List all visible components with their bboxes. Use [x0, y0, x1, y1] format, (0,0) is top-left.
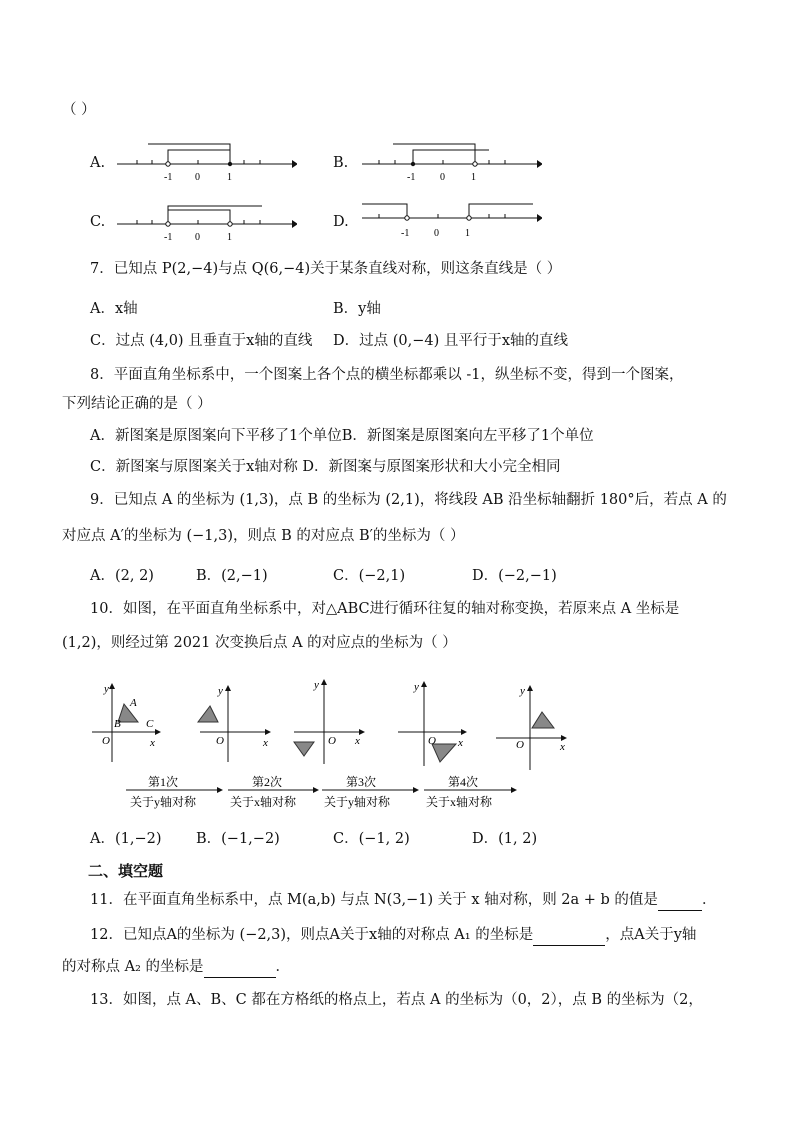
q12-stem: 12．已知点A的坐标为 (−2,3)，则点A关于x轴的对称点 A₁ 的坐标是 — [90, 927, 534, 943]
step-4-top: 第4次 — [448, 775, 479, 789]
step-3-bottom: 关于y轴对称 — [324, 795, 391, 809]
axis-x-label: x — [263, 737, 268, 749]
tick-label: 1 — [471, 172, 476, 183]
panel-step4 — [496, 685, 566, 770]
step-1-top: 第1次 — [148, 775, 179, 789]
q9-option-a[interactable]: A．(2, 2) — [90, 568, 154, 584]
q10-stem-line2: (1,2)，则经过第 2021 次变换后点 A 的对应点的坐标为（ ） — [62, 635, 457, 651]
q9-option-c[interactable]: C．(−2,1) — [333, 568, 406, 584]
q10-option-d[interactable]: D．(1, 2) — [472, 831, 538, 847]
step-4-bottom: 关于x轴对称 — [426, 795, 493, 809]
q13-stem: 13．如图，点 A、B、C 都在方格纸的格点上，若点 A 的坐标为（0，2），点 B 的坐标为（2， — [90, 992, 703, 1008]
panel-step2 — [294, 679, 364, 764]
axis-x-label: x — [560, 741, 565, 753]
panel-step3 — [398, 681, 466, 766]
q12-stem-mid: ，点A关于y轴 — [605, 927, 697, 943]
tick-label: -1 — [164, 172, 173, 183]
q6-option-b-letter[interactable]: B. — [333, 155, 349, 171]
q6-option-d-letter[interactable]: D. — [333, 214, 349, 230]
step-arrows — [126, 774, 516, 809]
tick-label: 0 — [195, 232, 200, 243]
q8-options-cd[interactable]: C．新图案与原图案关于x轴对称 D．新图案与原图案形状和大小完全相同 — [90, 459, 561, 475]
origin-label: O — [328, 735, 336, 747]
q7-option-d[interactable]: D．过点 (0,−4) 且平行于x轴的直线 — [333, 333, 569, 349]
axis-y-label: y — [414, 681, 419, 693]
point-b-label: B — [114, 718, 121, 730]
q10-option-a[interactable]: A．(1,−2) — [90, 831, 162, 847]
tick-label: -1 — [407, 172, 416, 183]
axis-y-label: y — [520, 685, 525, 697]
q7-option-a[interactable]: A．x轴 — [90, 301, 138, 317]
section-fill-in-heading: 二、填空题 — [88, 862, 164, 880]
tick-label: -1 — [401, 228, 410, 239]
q6-option-d-numberline — [357, 196, 542, 244]
q9-stem-line1: 9．已知点 A 的坐标为 (1,3)，点 B 的坐标为 (2,1)，将线段 AB 沿坐标轴翻折 180°后，若点 A 的 — [90, 492, 727, 508]
origin-label: O — [216, 735, 224, 747]
panel-step1 — [198, 685, 270, 762]
q10-option-b[interactable]: B．(−1,−2) — [196, 831, 280, 847]
tick-label: -1 — [164, 232, 173, 243]
q7-option-c[interactable]: C．过点 (4,0) 且垂直于x轴的直线 — [90, 333, 313, 349]
origin-label: O — [516, 739, 524, 751]
point-a-label: A — [130, 697, 137, 709]
axis-x-label: x — [458, 737, 463, 749]
tick-label: 1 — [227, 232, 232, 243]
q11-line — [90, 890, 716, 911]
q6-option-a-letter[interactable]: A. — [90, 155, 106, 171]
q8-stem-line2: 下列结论正确的是（ ） — [62, 396, 212, 412]
step-2-top: 第2次 — [252, 775, 283, 789]
q11-stem: 11．在平面直角坐标系中，点 M(a,b) 与点 N(3,−1) 关于 x 轴对称，则 2a + b 的值是 — [90, 892, 658, 908]
origin-label: O — [428, 735, 436, 747]
q9-stem-line2: 对应点 A′的坐标为 (−1,3)，则点 B 的对应点 B′的坐标为（ ） — [62, 528, 465, 544]
tick-label: 0 — [440, 172, 445, 183]
q12-stem-line2: 的对称点 A₂ 的坐标是 — [62, 959, 204, 975]
q6-option-c-numberline — [112, 196, 297, 244]
tick-label: 0 — [195, 172, 200, 183]
q12-answer-blank-a2[interactable] — [204, 957, 276, 978]
q10-transform-figure — [88, 672, 588, 820]
q8-options-ab[interactable]: A．新图案是原图案向下平移了1个单位B．新图案是原图案向左平移了1个单位 — [90, 428, 594, 444]
q6-option-b-numberline — [357, 134, 542, 186]
axis-y-label: y — [104, 683, 109, 695]
q9-option-b[interactable]: B．(2,−1) — [196, 568, 268, 584]
tick-label: 0 — [434, 228, 439, 239]
step-3-top: 第3次 — [346, 775, 377, 789]
q10-option-c[interactable]: C．(−1, 2) — [333, 831, 410, 847]
q12-answer-blank-a1[interactable] — [533, 925, 605, 946]
q11-answer-blank[interactable] — [658, 890, 702, 911]
axis-y-label: y — [314, 679, 319, 691]
axis-y-label: y — [218, 685, 223, 697]
panel-original — [92, 683, 160, 762]
q7-stem: 7．已知点 P(2,−4)与点 Q(6,−4)关于某条直线对称，则这条直线是（ ） — [90, 261, 562, 277]
q10-stem-line1: 10．如图，在平面直角坐标系中，对△ABC进行循环往复的轴对称变换，若原来点 A 坐标是 — [90, 601, 680, 617]
q12-line1 — [90, 925, 696, 946]
q9-option-d[interactable]: D．(−2,−1) — [472, 568, 557, 584]
q12-line2 — [62, 957, 290, 978]
q6-option-c-letter[interactable]: C. — [90, 214, 106, 230]
step-1-bottom: 关于y轴对称 — [130, 795, 197, 809]
step-2-bottom: 关于x轴对称 — [230, 795, 297, 809]
tick-label: 1 — [465, 228, 470, 239]
q12-end: ． — [275, 959, 291, 975]
q7-option-b[interactable]: B．y轴 — [333, 301, 381, 317]
q11-end: ． — [701, 892, 717, 908]
origin-label: O — [102, 735, 110, 747]
point-c-label: C — [146, 718, 154, 730]
q8-stem-line1: 8．平面直角坐标系中，一个图案上各个点的横坐标都乘以 -1，纵坐标不变，得到一个图案， — [90, 367, 684, 383]
axis-x-label: x — [355, 735, 360, 747]
tick-label: 1 — [227, 172, 232, 183]
q6-option-a-numberline — [112, 134, 297, 186]
q6-answer-bracket: （ ） — [62, 102, 96, 118]
axis-x-label: x — [150, 737, 155, 749]
